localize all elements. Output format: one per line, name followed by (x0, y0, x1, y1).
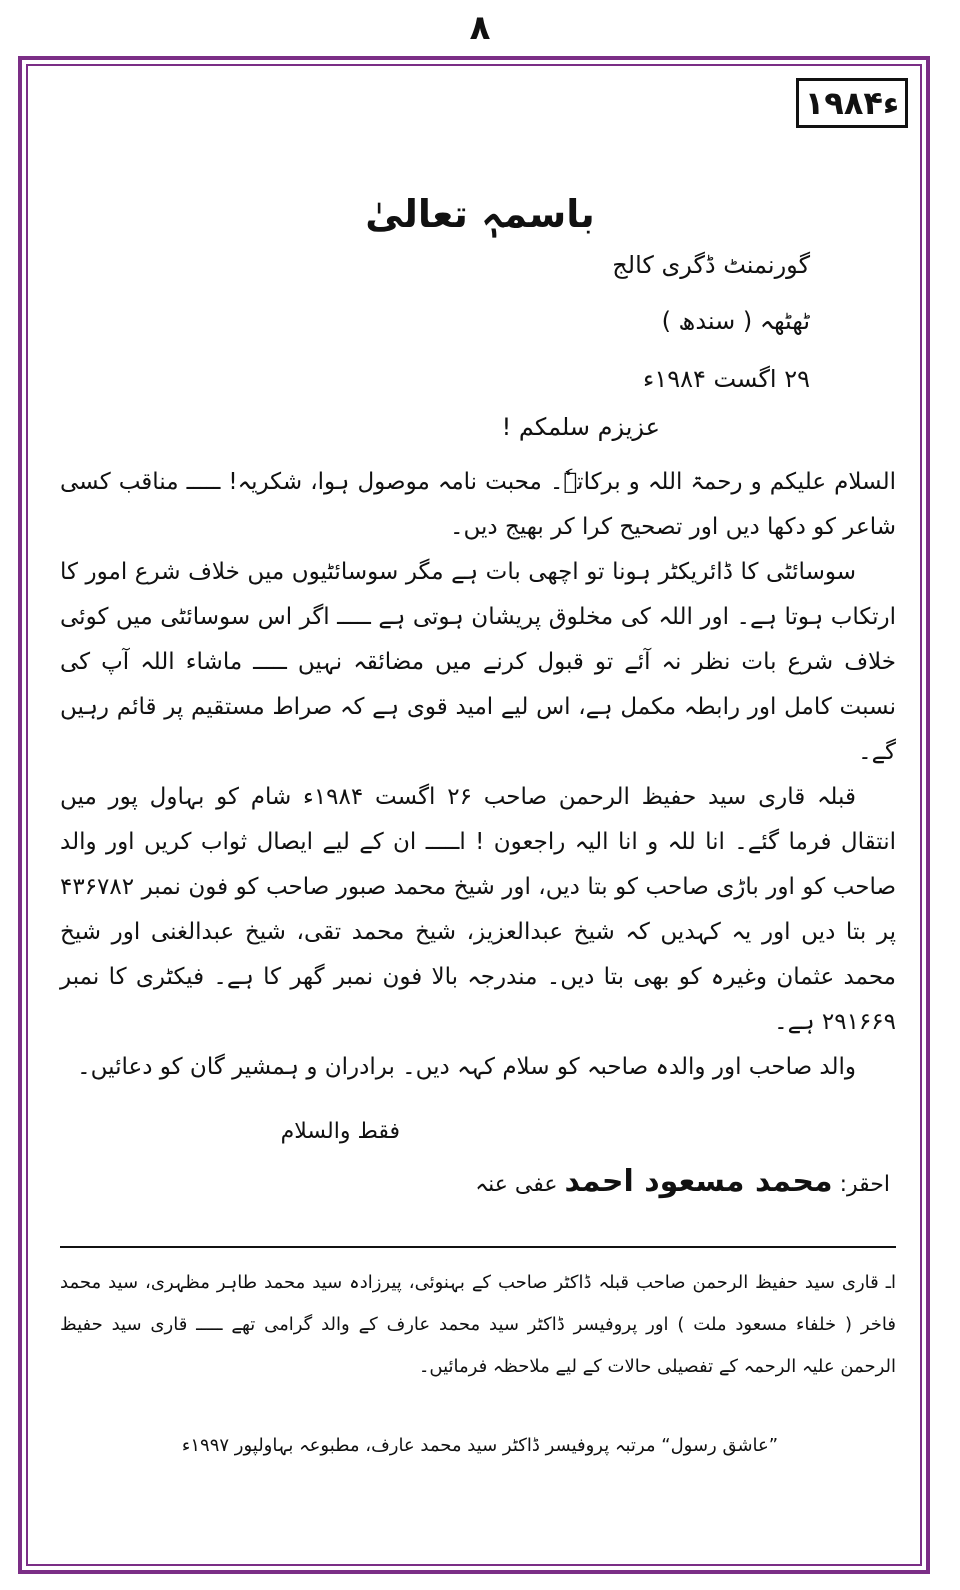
footnote: اـ قاری سید حفیظ الرحمن صاحب قبلہ ڈاکٹر صاحب کے بہنوئی، پیرزادہ سید محمد طاہر مظہری، سید محمد فاخر ( خلفاء مسعود ملت ) اور پروفیسر ڈاکٹر سید محمد عارف کے والد گرامی تھے ـــــ قاری سید حفیظ الرحمن علیہ الرحمہ کے تفصیلی حالات کے لیے ملاحظہ فرمائیں۔ (60, 1272, 896, 1377)
page-number: ٨ (469, 8, 491, 48)
paragraph: قبلہ قاری سید حفیظ الرحمن صاحب ۲۶ اگست ۱۹۸۴ء شام کو بہاول پور میں انتقال فرما گئے۔ انا للہ و انا الیہ راجعون ! اـــــ ان کے لیے ایصال ثواب کریں اور والد صاحب کو اور باڑی صاحب کو بتا دیں، اور شیخ محمد صبور صاحب کو فون نمبر ۴۳۶۷۸۲ پر بتا دیں اور یہ کہدیں کہ شیخ عبدالعزیز، شیخ محمد تقی، شیخ عبدالغنی اور شیخ محمد عثمان وغیرہ کو بھی بتا دیں۔ مندرجہ بالا فون نمبر گھر کا ہے۔ فیکٹری کا نمبر ۲۹۱۶۶۹ ہے۔ (60, 784, 896, 1035)
signature-prefix: احقر: (839, 1172, 890, 1197)
paragraph: السلام علیکم و رحمۃ اللہ و برکاتہٗ۔ محبت نامہ موصول ہوا، شکریہ! ـــــ مناقب کسی شاعر کو دکھا دیں اور تصحیح کرا کر بھیج دیں۔ (60, 469, 896, 540)
signature (475, 1162, 890, 1205)
paragraph: سوسائٹی کا ڈائریکٹر ہونا تو اچھی بات ہے مگر سوسائٹیوں میں خلاف شرع امور کا ارتکاب ہوتا ہے۔ اور اللہ کی مخلوق پریشان ہوتی ہے ـــــ اگر اس سوسائٹی میں کوئی خلاف شرع بات نظر نہ آئے تو قبول کرنے میں مضائقہ نہیں ـــــ ماشاء اللہ آپ کی نسبت کامل اور رابطہ مکمل ہے، اس لیے امید قوی ہے کہ صراط مستقیم پر قائم رہیں گے۔ (60, 559, 896, 765)
address-line-college: گورنمنٹ ڈگری کالج (612, 251, 810, 279)
address-line-city: ٹھٹھہ ( سندھ ) (661, 307, 810, 335)
letter-body (60, 460, 896, 1090)
year-box: ۱۹۸۴ء (796, 78, 908, 128)
signature-name: محمد مسعود احمد (564, 1164, 833, 1199)
source-citation: ”عاشق رسول“ مرتبہ پروفیسر ڈاکٹر سید محمد عارف، مطبوعہ بہاولپور ۱۹۹۷ء (181, 1435, 779, 1456)
salutation: عزیزم سلمکم ! (501, 413, 660, 441)
closing: فقط والسلام (280, 1119, 400, 1144)
signature-suffix: عفی عنہ (475, 1172, 558, 1197)
footnote-divider (60, 1246, 896, 1248)
letter-heading: باسمہٖ تعالیٰ (365, 192, 595, 236)
address-line-date: ۲۹ اگست ۱۹۸۴ء (643, 365, 810, 393)
paragraph: والد صاحب اور والدہ صاحبہ کو سلام کہہ دیں۔ برادران و ہمشیر گان کو دعائیں۔ (77, 1054, 856, 1080)
